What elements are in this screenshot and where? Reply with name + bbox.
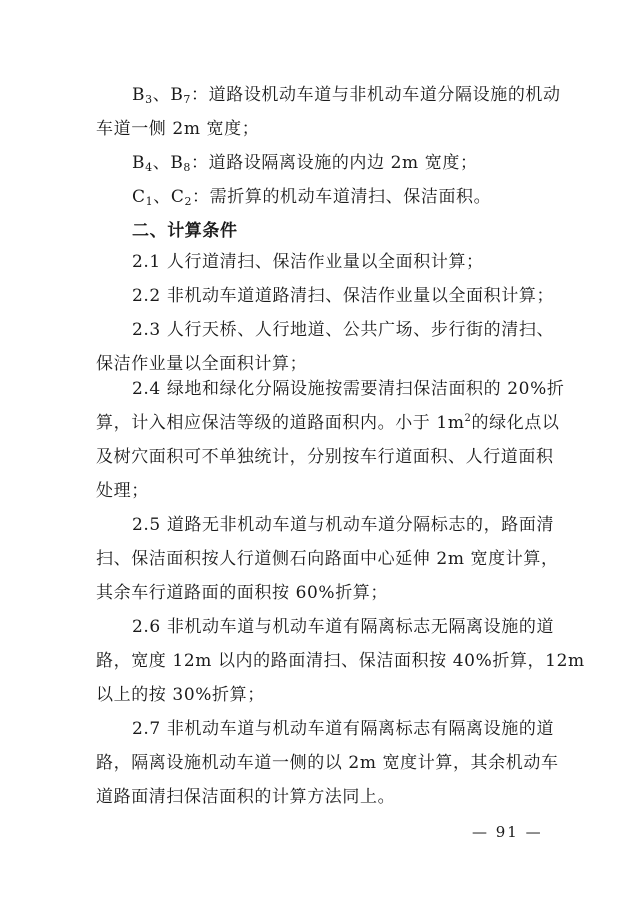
subscript: 2 (184, 195, 193, 208)
definition-c1-c2 (96, 180, 546, 214)
condition-2-3: 2.3 人行天桥、人行地道、公共广场、步行街的清扫、 (132, 320, 555, 340)
definition-text: 需折算的机动车道清扫、保洁面积。 (209, 187, 492, 207)
symbol: C (170, 187, 185, 207)
separator: 、 (153, 187, 171, 207)
subscript: 7 (183, 93, 192, 106)
definition-b4-b8 (96, 146, 546, 180)
definition-text: 道路设机动车道与非机动车道分隔设施的机动 (208, 85, 561, 105)
colon: ： (191, 85, 209, 105)
separator: 、 (152, 85, 171, 105)
condition-2-3-continued: 保洁作业量以全面积计算； (96, 354, 308, 374)
condition-2-4-line-1: 2.4 绿地和绿化分隔设施按需要清扫保洁面积的 20%折 (132, 379, 565, 399)
section-heading: 二、计算条件 (132, 221, 238, 241)
subscript: 8 (183, 161, 192, 174)
condition-2-7 (96, 712, 559, 814)
condition-2-1: 2.1 人行道清扫、保洁作业量以全面积计算； (132, 252, 484, 272)
symbol: B (132, 85, 146, 105)
superscript: 2 (464, 413, 472, 424)
condition-2-6-line-1: 2.6 非机动车道与机动车道有隔离标志无隔离设施的道 (132, 617, 555, 637)
condition-2-7-line-1: 2.7 非机动车道与机动车道有隔离标志有隔离设施的道 (132, 719, 555, 739)
colon: ： (191, 153, 209, 173)
definition-b3-b7-continued: 车道一侧 2m 宽度； (96, 119, 260, 139)
subscript: 3 (145, 93, 153, 106)
definition-text: 道路设隔离设施的内边 2m 宽度； (208, 153, 478, 173)
condition-2-7-line-3: 道路面清扫保洁面积的计算方法同上。 (96, 787, 396, 807)
condition-2-6-line-3: 以上的按 30%折算； (96, 685, 265, 705)
condition-2-2: 2.2 非机动车道道路清扫、保洁作业量以全面积计算； (132, 286, 555, 306)
condition-2-5-line-2: 扫、保洁面积按人行道侧石向路面中心延伸 2m 宽度计算， (96, 549, 559, 569)
symbol: B (132, 153, 146, 173)
text-run: 算，计入相应保洁等级的道路面积内。小于 1m (96, 413, 465, 433)
definition-list (96, 78, 561, 248)
text-run: 的绿化点以 (471, 413, 560, 433)
condition-2-5-line-1: 2.5 道路无非机动车道与机动车道分隔标志的，路面清 (132, 515, 555, 535)
symbol: C (132, 187, 146, 207)
condition-2-4-line-3: 及树穴面积可不单独统计，分别按车行道面积、人行道面积 (96, 447, 554, 467)
symbol: B (170, 85, 184, 105)
condition-2-6-line-2: 路，宽度 12m 以内的路面清扫、保洁面积按 40%折算，12m (96, 651, 585, 671)
page-number: — 91 — (472, 823, 543, 841)
subscript: 4 (145, 161, 153, 174)
condition-2-6 (96, 610, 585, 712)
condition-2-7-line-2: 路，隔离设施机动车道一侧的以 2m 宽度计算，其余机动车 (96, 753, 559, 773)
conditions-list (96, 245, 555, 381)
separator: 、 (152, 153, 171, 173)
condition-2-5 (96, 508, 559, 610)
definition-b3-b7 (96, 78, 561, 112)
condition-2-4-line-4: 处理； (96, 481, 149, 501)
colon: ： (192, 187, 210, 207)
condition-2-5-line-3: 其余车行道路面的面积按 60%折算； (96, 583, 388, 603)
condition-2-4-line-2 (96, 406, 560, 440)
symbol: B (170, 153, 184, 173)
subscript: 1 (145, 195, 154, 208)
condition-2-4 (96, 372, 565, 508)
